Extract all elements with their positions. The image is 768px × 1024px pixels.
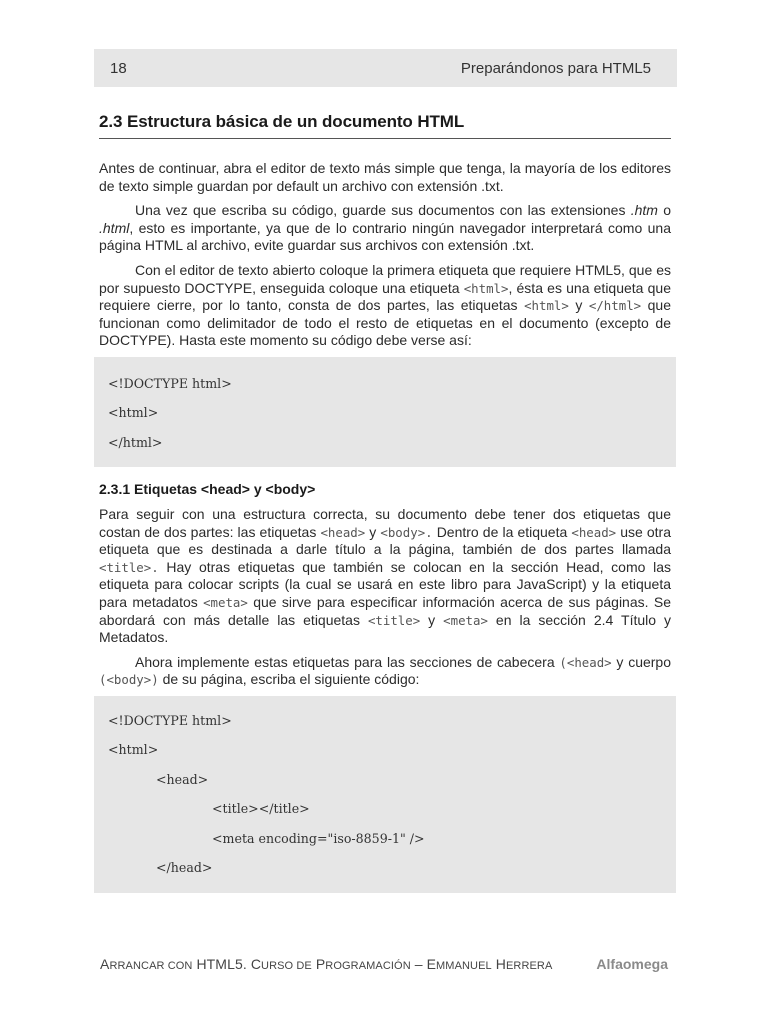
inline-code: <html> <box>463 280 509 296</box>
code-line: <!DOCTYPE html> <box>108 375 232 391</box>
code-line: <meta encoding="iso-8859-1" /> <box>212 830 425 846</box>
code-block-2 <box>94 696 676 893</box>
code-line: </head> <box>156 860 213 876</box>
code-line: <head> <box>156 771 209 787</box>
inline-code: <head> <box>571 524 617 540</box>
inline-code: <html> <box>524 298 569 314</box>
chapter-title: Preparándonos para HTML5 <box>460 59 651 77</box>
inline-code: <title> <box>367 612 421 628</box>
ext-htm: .htm <box>630 202 658 219</box>
inline-code: (<head> <box>559 654 612 670</box>
inline-code: </html> <box>588 298 642 314</box>
paragraph-head-body: Para seguir con una estructura correcta, su documento debe tener dos etiquetas que costan de dos partes: las etiquetas <head> y <body>. Dentro de la etiqueta <head> use otra etiqueta que es destinada a darle título a la página, también de dos partes llamada <title>. Hay otras etiquetas que también se colocan en la sección Head, como las etiqueta para colocar scripts (la cual se usará en este libro para JavaScript) y la etiqueta para metadatos <meta> que sirve para especificar información acerca de sus páginas. Se abordará con más detalle las etiquetas <title> y <meta> en la sección 2.4 Título y Metadatos. <box>99 506 672 646</box>
running-header <box>94 49 677 87</box>
inline-code: <body>. <box>380 524 433 540</box>
code-line: <html> <box>108 405 159 421</box>
footer-book-title: ARRANCAR CON HTML5. CURSO DE PROGRAMACIÓN – EMMANUEL HERRERA <box>100 956 553 972</box>
code-block-1 <box>94 357 676 468</box>
section-title: 2.3 Estructura básica de un documento HTML <box>99 112 671 139</box>
paragraph-extensions: Una vez que escriba su código, guarde sus documentos con las extensiones .htm o .html, esto es importante, ya que de lo contrario ningún navegador interpretará como una página HTML al archivo, evite guardar sus archivos con extensión .txt. <box>99 202 671 254</box>
code-line: <html> <box>108 742 159 758</box>
ext-html: .html <box>99 219 130 236</box>
inline-code: (<body>) <box>99 672 159 688</box>
page-number: 18 <box>110 59 127 77</box>
inline-code: <meta> <box>203 595 248 610</box>
code-line: <title></title> <box>212 801 310 817</box>
inline-code: <title>. <box>99 559 159 575</box>
publisher-logo: Alfaomega <box>596 956 668 972</box>
code-line: </html> <box>108 434 163 450</box>
inline-code: <head> <box>320 524 366 540</box>
paragraph-intro: Antes de continuar, abra el editor de texto más simple que tenga, la mayoría de los editores de texto simple guardan por default un archivo con extensión .txt. <box>99 160 671 194</box>
subsection-title: 2.3.1 Etiquetas <head> y <body> <box>99 481 316 498</box>
inline-code: <meta> <box>443 612 488 628</box>
paragraph-implement: Ahora implemente estas etiquetas para las secciones de cabecera (<head> y cuerpo (<body>) de su página, escriba el siguiente código: <box>99 653 671 688</box>
paragraph-doctype: Con el editor de texto abierto coloque la primera etiqueta que requiere HTML5, que es por supuesto DOCTYPE, enseguida coloque una etiqueta <html>, ésta es una etiqueta que requiere cierre, por lo tanto, consta de dos partes, las etiquetas <html> y </html> que funcionan como delimitador de todo el resto de etiquetas en el documento (excepto de DOCTYPE). Hasta este momento su código debe verse así: <box>99 261 672 349</box>
code-line: <!DOCTYPE html> <box>108 712 232 728</box>
page-content <box>99 160 671 907</box>
